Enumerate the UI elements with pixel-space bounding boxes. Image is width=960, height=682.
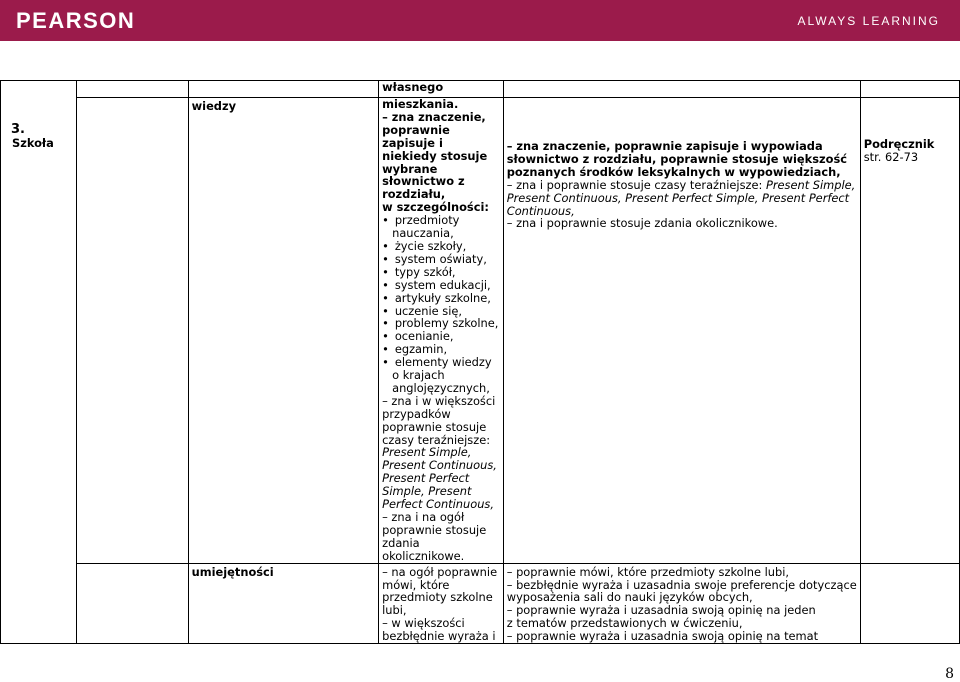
header-banner xyxy=(0,0,960,41)
table-row xyxy=(1,98,960,564)
text-line: Continuous, xyxy=(506,203,575,218)
source-label: Podręcznik xyxy=(863,137,935,151)
row-topic: Szkoła xyxy=(12,135,54,150)
text-line: – zna znaczenie, poprawnie zapisuje i wypowiada xyxy=(506,139,823,153)
text-line: – bezbłędnie wyraża i uzasadnia swoje preferencje dotyczące xyxy=(506,577,857,592)
wiedzy-right-cell xyxy=(503,98,860,564)
category-wiedzy: wiedzy xyxy=(188,98,378,564)
list-item: • ocenianie, xyxy=(382,330,500,343)
requirements-table xyxy=(0,80,960,644)
empty-cell xyxy=(188,81,378,98)
wiedzy-content-cell xyxy=(379,98,504,564)
text-line: – poprawnie wyraża i uzasadnia swoją opinię na temat xyxy=(506,629,819,644)
fragment-line: własnego xyxy=(382,80,444,94)
text-line: wyposażenia sali do nauki języków obcych, xyxy=(506,590,753,605)
list-item: • artykuły szkolne, xyxy=(382,292,500,305)
text-line xyxy=(507,179,857,192)
list-item: • elementy wiedzy o krajach anglojęzycznych, xyxy=(382,356,500,395)
text-line: poznanych środków leksykalnych w wypowiedziach, xyxy=(506,164,841,179)
empty-cell xyxy=(860,81,959,98)
table-row xyxy=(1,563,960,643)
text-line: – poprawnie mówi, które przedmioty szkolne lubi, xyxy=(506,564,790,579)
list-item: • typy szkół, xyxy=(382,266,500,279)
text-fragment: Present Simple, xyxy=(765,177,856,192)
text-line: – w większości bezbłędnie wyraża i xyxy=(382,616,496,644)
empty-cell xyxy=(77,98,188,564)
source-cell xyxy=(860,98,959,564)
fragment-line: mieszkania. xyxy=(382,97,459,111)
vocab-intro: – zna znaczenie, poprawnie zapisuje i niekiedy stosuje wybrane słownictwo z rozdziału, xyxy=(382,109,488,202)
page-number: 8 xyxy=(945,666,954,682)
umiejetnosci-right-cell xyxy=(503,563,860,643)
tagline: ALWAYS LEARNING xyxy=(797,14,940,28)
source-pages: str. 62-73 xyxy=(863,149,919,164)
empty-cell xyxy=(77,81,188,98)
empty-cell xyxy=(77,563,188,643)
text-line: – poprawnie wyraża i uzasadnia swoją opinię na jeden xyxy=(506,603,816,618)
text-fragment: – zna i poprawnie stosuje czasy teraźniejsze: xyxy=(506,177,766,192)
list-item: • życie szkoły, xyxy=(382,240,500,253)
tense-intro: – zna i w większości przypadków poprawnie stosuje czasy teraźniejsze: xyxy=(382,393,496,447)
empty-cell xyxy=(503,81,860,98)
pearson-logo: PEARSON xyxy=(16,8,136,33)
list-item: • uczenie się, xyxy=(382,305,500,318)
list-item: • system edukacji, xyxy=(382,279,500,292)
text-line: Present Continuous, Present Perfect Simple, Present Perfect xyxy=(506,190,850,205)
text-line: słownictwo z rozdziału, poprawnie stosuje większość xyxy=(506,151,847,166)
category-umiejetnosci: umiejętności xyxy=(188,563,378,643)
text-line: – na ogół poprawnie mówi, które przedmioty szkolne lubi, xyxy=(382,564,498,618)
tense-list: Present Simple, Present Continuous, Present Perfect Simple, Present Perfect Continuous, xyxy=(382,445,497,512)
row-number: 3. xyxy=(11,122,25,137)
list-item: • system oświaty, xyxy=(382,253,500,266)
list-item: • problemy szkolne, xyxy=(382,317,500,330)
list-item: • przedmioty nauczania, xyxy=(382,214,500,240)
text-line: z tematów przedstawionych w ćwiczeniu, xyxy=(506,616,743,631)
table-row xyxy=(1,81,960,98)
vocab-lead: w szczególności: xyxy=(382,200,489,215)
adverb-clauses: – zna i na ogół poprawnie stosuje zdania okolicznikowe. xyxy=(382,510,487,563)
text-line: – zna i poprawnie stosuje zdania okolicznikowe. xyxy=(506,216,778,231)
list-item: • egzamin, xyxy=(382,343,500,356)
row-number-cell xyxy=(1,81,77,644)
fragment-cell xyxy=(379,81,504,98)
empty-cell xyxy=(860,563,959,643)
umiejetnosci-mid-cell xyxy=(379,563,504,643)
